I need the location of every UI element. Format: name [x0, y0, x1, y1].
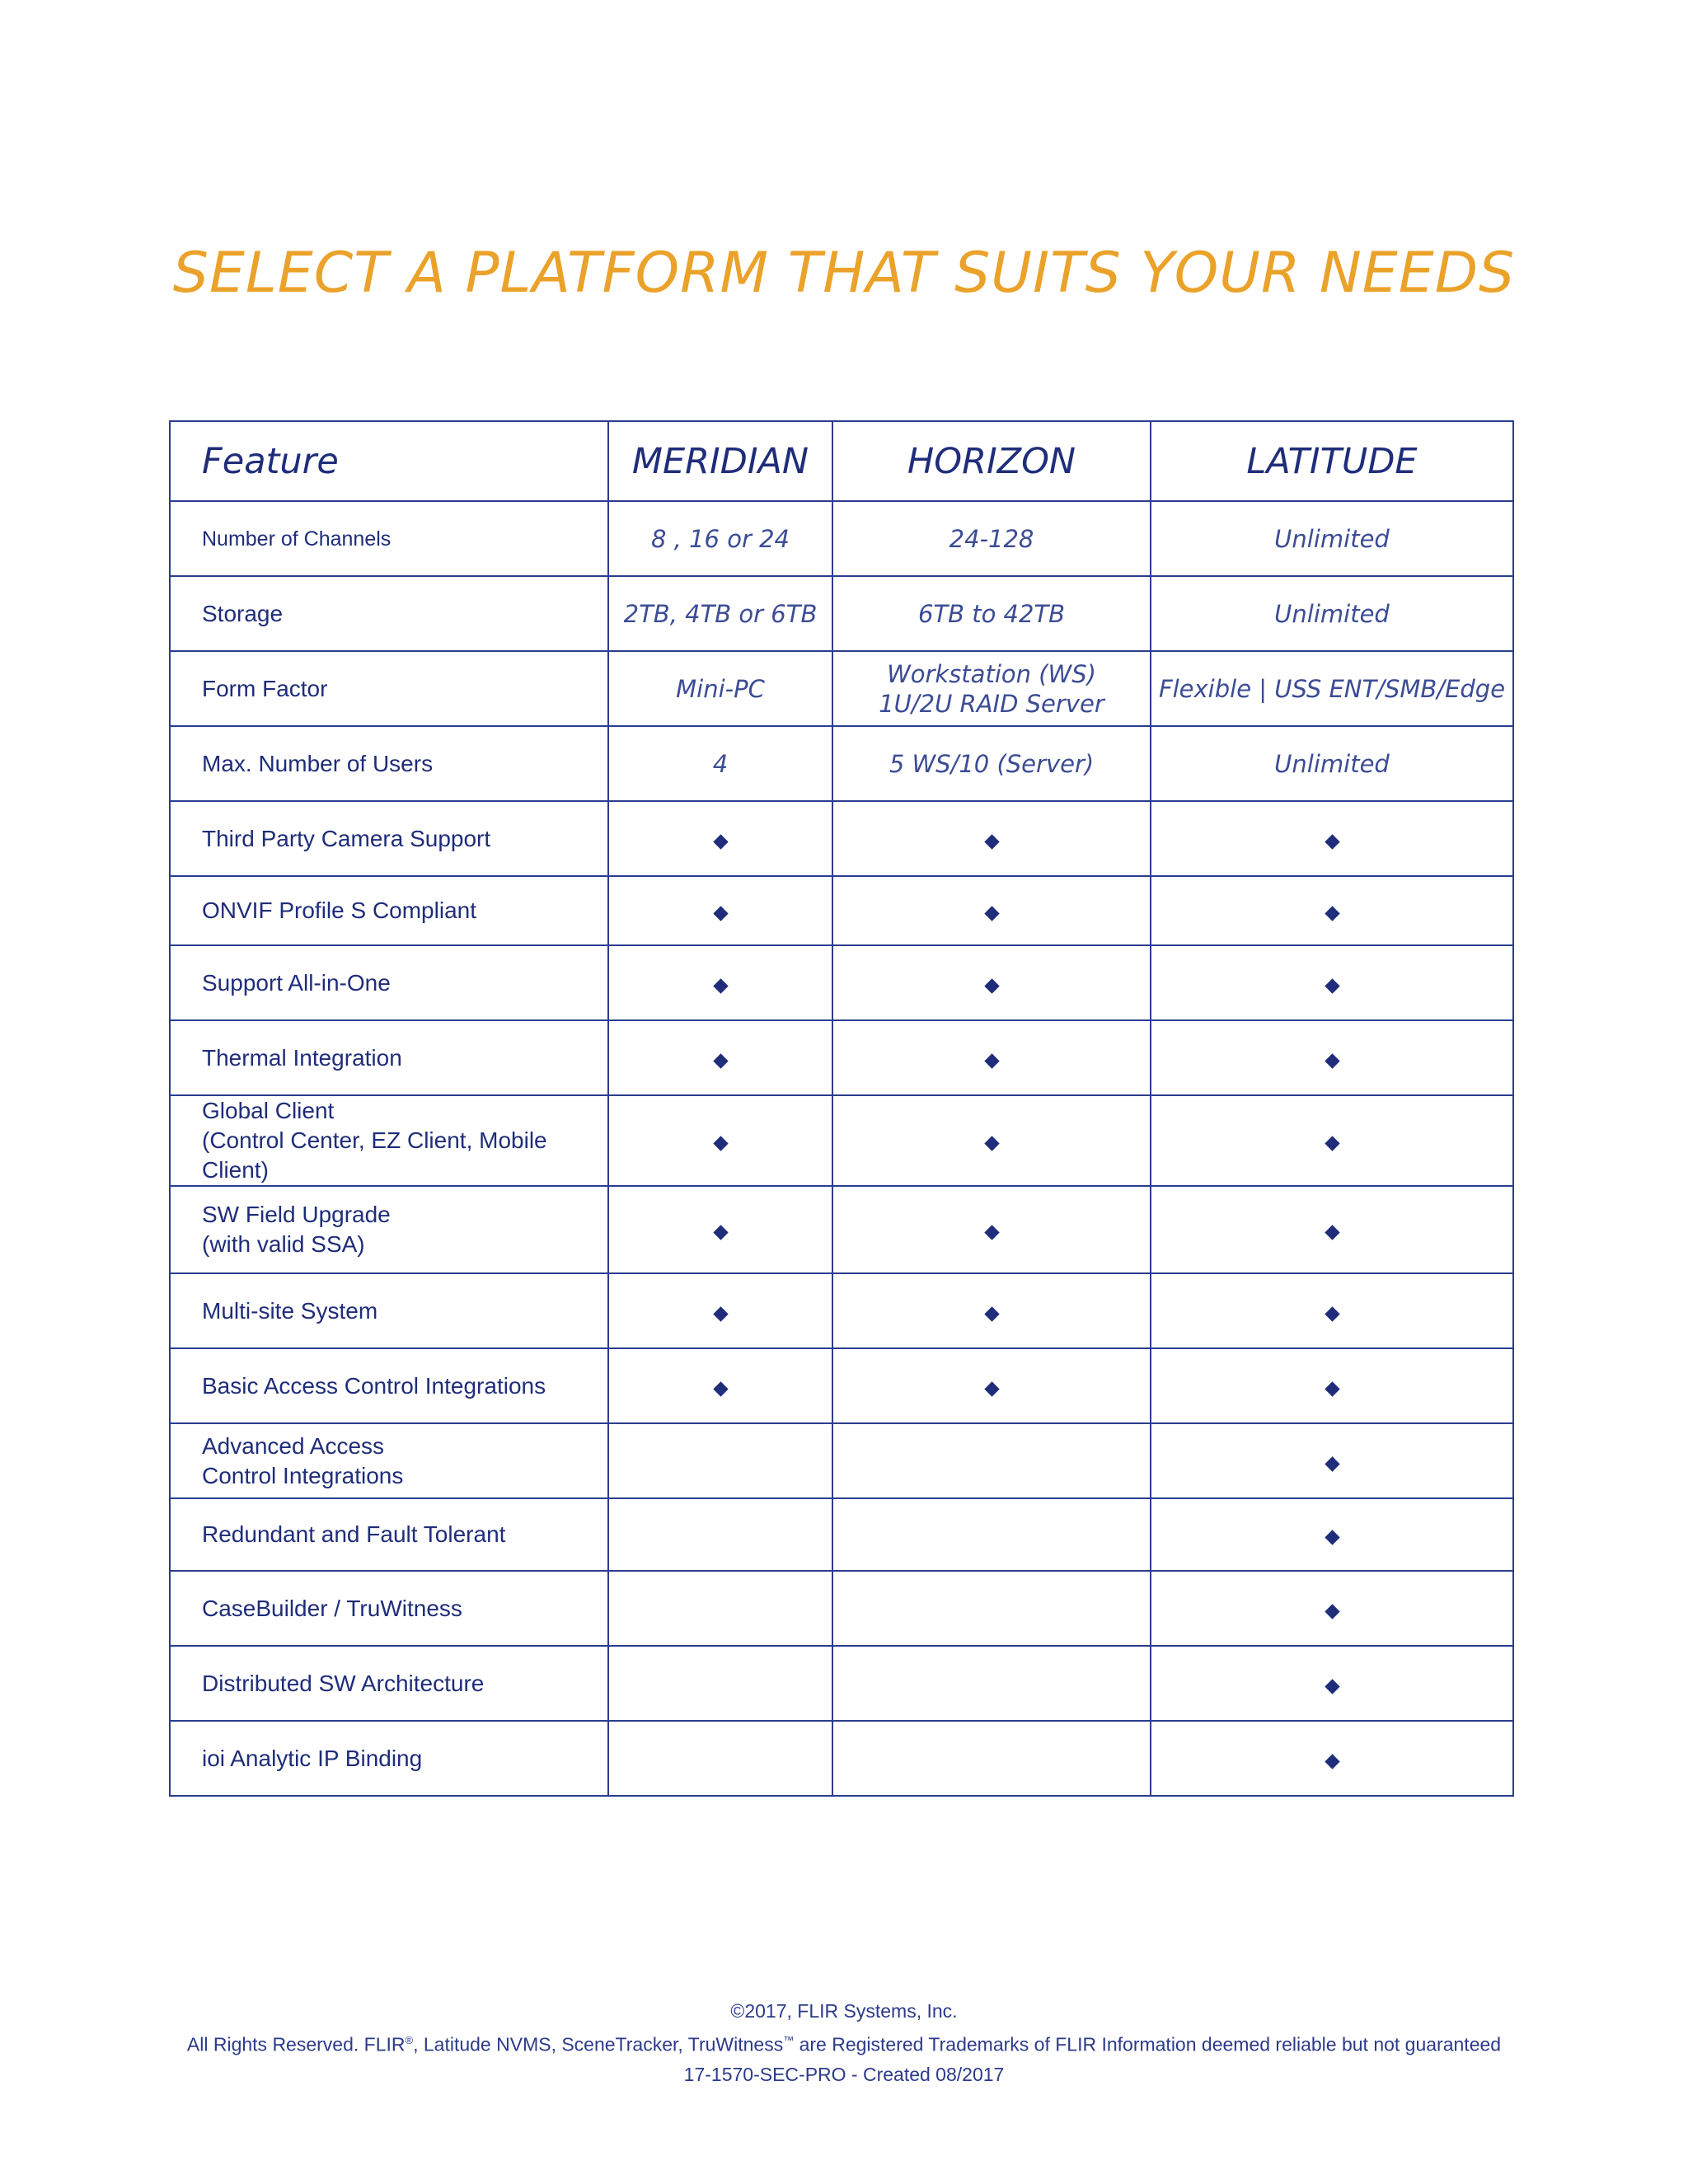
feature-name-line: Support All-in-One — [202, 969, 391, 996]
feature-name-cell — [170, 1498, 608, 1571]
page-title: SELECT A PLATFORM THAT SUITS YOUR NEEDS — [172, 241, 1516, 306]
horizon-value: 1U/2U RAID Server — [879, 689, 1104, 718]
diamond-icon — [713, 834, 728, 849]
horizon-cell — [832, 1095, 1151, 1186]
table-header-row — [170, 421, 1513, 501]
feature-name-line: Global Client — [202, 1098, 335, 1123]
latitude-cell — [1151, 876, 1513, 945]
diamond-icon — [713, 1306, 728, 1321]
horizon-cell — [832, 1348, 1151, 1423]
horizon-cell — [832, 945, 1151, 1020]
meridian-cell — [608, 576, 832, 651]
meridian-value: 2TB, 4TB or 6TB — [623, 599, 818, 628]
meridian-cell — [608, 726, 832, 801]
table-row — [170, 1186, 1513, 1273]
meridian-cell — [608, 1273, 832, 1348]
latitude-cell — [1151, 1095, 1513, 1186]
meridian-value: 4 — [712, 749, 729, 778]
horizon-value: 6TB to 42TB — [917, 599, 1066, 628]
feature-name-line: Third Party Camera Support — [202, 825, 491, 851]
latitude-cell — [1151, 1186, 1513, 1273]
diamond-icon — [984, 906, 999, 921]
table-row — [170, 651, 1513, 726]
table-row — [170, 1646, 1513, 1721]
feature-name-line: Distributed SW Architecture — [202, 1670, 485, 1696]
diamond-icon — [1325, 1306, 1339, 1321]
meridian-cell — [608, 1721, 832, 1796]
latitude-cell — [1151, 1498, 1513, 1571]
horizon-cell — [832, 1020, 1151, 1095]
horizon-cell — [832, 651, 1151, 726]
meridian-cell — [608, 945, 832, 1020]
feature-name-cell — [170, 1571, 608, 1646]
diamond-icon — [984, 1306, 999, 1321]
diamond-icon — [1325, 906, 1339, 921]
latitude-cell — [1151, 1020, 1513, 1095]
diamond-icon — [1325, 1679, 1339, 1694]
horizon-value: 24-128 — [949, 524, 1034, 553]
feature-name-cell — [170, 1721, 608, 1796]
latitude-value: Flexible | USS ENT/SMB/Edge — [1158, 674, 1506, 703]
feature-name-line: Redundant and Fault Tolerant — [202, 1521, 506, 1547]
feature-name-cell — [170, 576, 608, 651]
column-header-horizon: HORIZON — [832, 421, 1151, 501]
table-row — [170, 801, 1513, 876]
diamond-icon — [984, 978, 999, 993]
table-row — [170, 501, 1513, 576]
feature-name-cell — [170, 876, 608, 945]
horizon-cell — [832, 726, 1151, 801]
table-row — [170, 1348, 1513, 1423]
latitude-cell — [1151, 651, 1513, 726]
meridian-cell — [608, 1571, 832, 1646]
horizon-cell — [832, 1423, 1151, 1498]
diamond-icon — [1325, 834, 1339, 849]
meridian-cell — [608, 1423, 832, 1498]
table-row — [170, 1721, 1513, 1796]
diamond-icon — [1325, 1381, 1339, 1396]
diamond-icon — [1325, 1754, 1339, 1769]
copyright-text: ©2017, FLIR Systems, Inc. — [730, 2000, 958, 2022]
feature-name-line: Max. Number of Users — [202, 750, 434, 776]
meridian-cell — [608, 651, 832, 726]
feature-name-cell — [170, 1186, 608, 1273]
feature-name-cell — [170, 651, 608, 726]
table-row — [170, 1571, 1513, 1646]
diamond-icon — [984, 1053, 999, 1068]
column-header-feature: Feature — [170, 421, 608, 501]
feature-name-cell — [170, 1348, 608, 1423]
meridian-cell — [608, 1095, 832, 1186]
trademark-text: All Rights Reserved. FLIR®, Latitude NVMS, SceneTracker, TruWitness™ are Registered Trademarks of FLIR Information deemed reliable but not guaranteed — [186, 2033, 1502, 2055]
horizon-cell — [832, 1571, 1151, 1646]
feature-name-cell — [170, 501, 608, 576]
horizon-cell — [832, 876, 1151, 945]
horizon-value: Workstation (WS) — [887, 659, 1096, 688]
horizon-cell — [832, 1186, 1151, 1273]
diamond-icon — [1325, 1604, 1339, 1619]
latitude-cell — [1151, 945, 1513, 1020]
meridian-cell — [608, 1020, 832, 1095]
feature-name-line: Basic Access Control Integrations — [202, 1372, 546, 1399]
latitude-cell — [1151, 1273, 1513, 1348]
horizon-value: 5 WS/10 (Server) — [889, 749, 1095, 778]
diamond-icon — [984, 1225, 999, 1240]
feature-name-line: CaseBuilder / TruWitness — [202, 1595, 462, 1621]
diamond-icon — [1325, 1530, 1339, 1544]
feature-name-line: Multi-site System — [202, 1297, 378, 1324]
latitude-cell — [1151, 1646, 1513, 1721]
feature-name-line: Thermal Integration — [202, 1044, 402, 1071]
diamond-icon — [1325, 978, 1339, 993]
horizon-cell — [832, 1273, 1151, 1348]
latitude-cell — [1151, 1348, 1513, 1423]
feature-name-line: ioi Analytic IP Binding — [202, 1745, 423, 1771]
table-row — [170, 1498, 1513, 1571]
feature-name-line: (with valid SSA) — [202, 1231, 365, 1257]
table-row — [170, 1095, 1513, 1186]
feature-name-line: (Control Center, EZ Client, Mobile Client) — [202, 1127, 547, 1183]
latitude-cell — [1151, 726, 1513, 801]
table-row — [170, 1020, 1513, 1095]
latitude-value: Unlimited — [1274, 599, 1390, 628]
horizon-cell — [832, 1646, 1151, 1721]
latitude-cell — [1151, 1721, 1513, 1796]
table-row — [170, 1423, 1513, 1498]
meridian-cell — [608, 501, 832, 576]
meridian-cell — [608, 1348, 832, 1423]
meridian-cell — [608, 1186, 832, 1273]
horizon-cell — [832, 501, 1151, 576]
horizon-cell — [832, 1498, 1151, 1571]
table-row — [170, 726, 1513, 801]
meridian-cell — [608, 876, 832, 945]
diamond-icon — [1325, 1456, 1339, 1471]
latitude-cell — [1151, 576, 1513, 651]
feature-name-cell — [170, 801, 608, 876]
diamond-icon — [713, 978, 728, 993]
diamond-icon — [713, 1381, 728, 1396]
meridian-cell — [608, 1646, 832, 1721]
meridian-value: Mini-PC — [676, 674, 765, 703]
latitude-cell — [1151, 501, 1513, 576]
diamond-icon — [713, 1053, 728, 1068]
feature-name-cell — [170, 726, 608, 801]
horizon-cell — [832, 801, 1151, 876]
diamond-icon — [1325, 1053, 1339, 1068]
feature-name-line: ONVIF Profile S Compliant — [202, 898, 476, 923]
diamond-icon — [984, 1381, 999, 1396]
feature-name-cell — [170, 945, 608, 1020]
feature-name-line: Form Factor — [202, 675, 328, 701]
latitude-value: Unlimited — [1274, 524, 1390, 553]
feature-name-cell — [170, 1095, 608, 1186]
feature-name-cell — [170, 1273, 608, 1348]
meridian-cell — [608, 801, 832, 876]
diamond-icon — [1325, 1225, 1339, 1240]
feature-name-line: SW Field Upgrade — [202, 1202, 391, 1227]
table-row — [170, 876, 1513, 945]
latitude-cell — [1151, 1571, 1513, 1646]
diamond-icon — [984, 1136, 999, 1151]
horizon-cell — [832, 1721, 1151, 1796]
diamond-icon — [1325, 1136, 1339, 1151]
feature-name-line: Number of Channels — [202, 527, 392, 551]
feature-name-cell — [170, 1423, 608, 1498]
feature-name-line: Storage — [202, 600, 284, 626]
column-header-latitude: LATITUDE — [1151, 421, 1513, 501]
feature-name-line: Control Integrations — [202, 1462, 404, 1488]
table-row — [170, 945, 1513, 1020]
diamond-icon — [713, 906, 728, 921]
column-header-meridian: MERIDIAN — [608, 421, 832, 501]
horizon-cell — [832, 576, 1151, 651]
diamond-icon — [984, 834, 999, 849]
table-row — [170, 576, 1513, 651]
diamond-icon — [713, 1225, 728, 1240]
platform-comparison-table — [169, 420, 1514, 1797]
meridian-value: 8 , 16 or 24 — [650, 524, 790, 553]
table-row — [170, 1273, 1513, 1348]
feature-name-cell — [170, 1646, 608, 1721]
meridian-cell — [608, 1498, 832, 1571]
latitude-cell — [1151, 801, 1513, 876]
document-code: 17-1570-SEC-PRO - Created 08/2017 — [683, 2063, 1005, 2085]
latitude-value: Unlimited — [1274, 749, 1390, 778]
feature-name-line: Advanced Access — [202, 1432, 385, 1459]
diamond-icon — [713, 1136, 728, 1151]
footer — [0, 1996, 1688, 2089]
feature-name-cell — [170, 1020, 608, 1095]
latitude-cell — [1151, 1423, 1513, 1498]
